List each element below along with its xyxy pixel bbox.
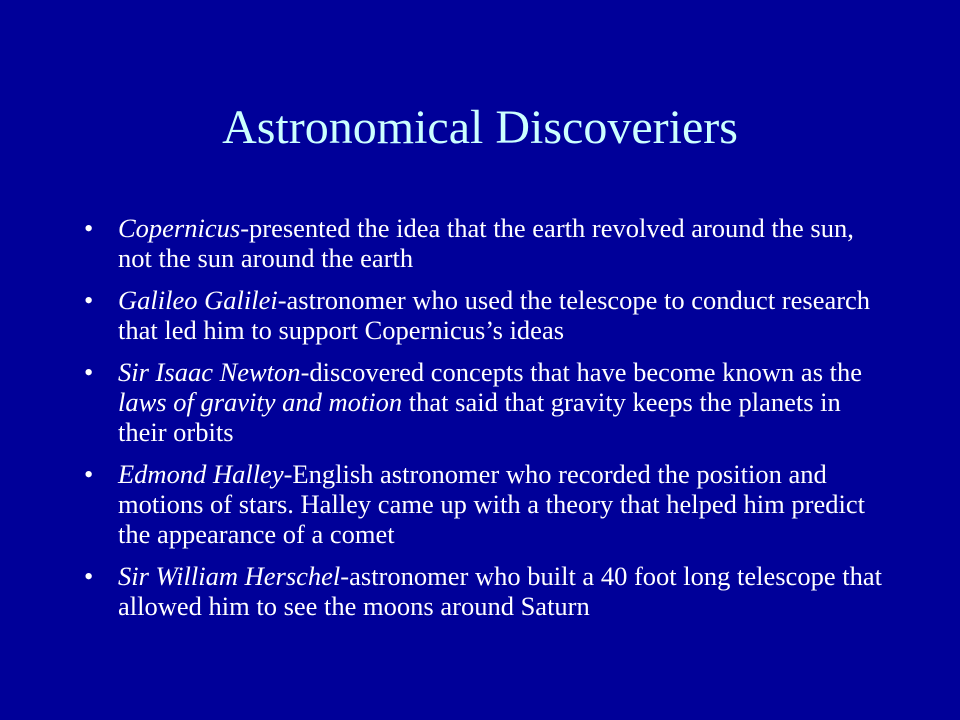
discoverer-name: Sir William Herschel (118, 561, 341, 591)
discoverer-name: Galileo Galilei (118, 285, 278, 315)
list-item-galileo (84, 285, 884, 345)
list-item-newton (84, 357, 884, 447)
list-item-copernicus (84, 213, 884, 273)
bullet-icon: • (84, 357, 94, 387)
discoverer-name: Copernicus (118, 213, 241, 243)
bullet-icon: • (84, 561, 94, 591)
laws-emphasis: laws of gravity and motion (118, 387, 403, 417)
discoverer-description: -English astronomer who recorded the position and motions of stars. Halley came up with a theory that helped him predict the appearance of a comet (118, 459, 865, 549)
discoverer-description-end: that said that gravity keeps the planets in their orbits (118, 387, 841, 447)
bullet-icon: • (84, 213, 94, 243)
list-item-herschel (84, 561, 884, 621)
bullet-icon: • (84, 285, 94, 315)
discoverer-name: Sir Isaac Newton (118, 357, 301, 387)
bullet-list (84, 213, 884, 633)
discoverer-description: -astronomer who used the telescope to conduct research that led him to support Copernicus’s ideas (118, 285, 871, 345)
bullet-icon: • (84, 459, 94, 489)
discoverer-name: Edmond Halley (118, 459, 284, 489)
discoverer-description: -presented the idea that the earth revolved around the sun, not the sun around the earth (118, 213, 854, 273)
list-item-halley (84, 459, 884, 549)
slide-title: Astronomical Discoveriers (222, 101, 738, 154)
discoverer-description: -astronomer who built a 40 foot long telescope that allowed him to see the moons around Saturn (118, 561, 882, 621)
discoverer-description-start: -discovered concepts that have become known as the (300, 357, 863, 387)
